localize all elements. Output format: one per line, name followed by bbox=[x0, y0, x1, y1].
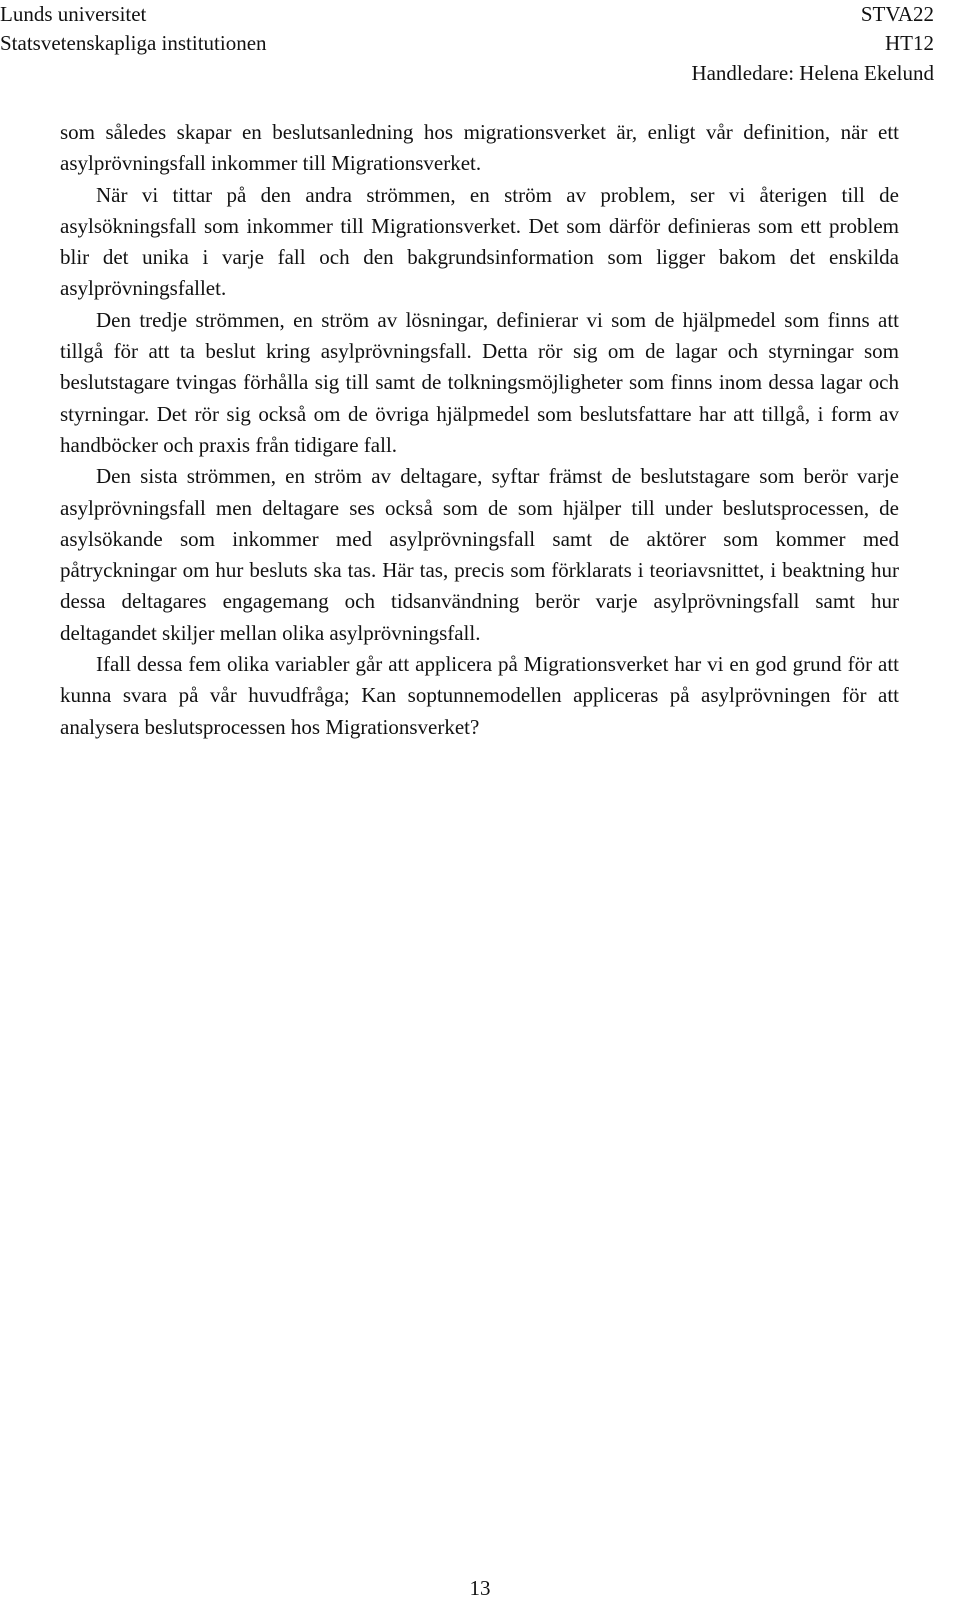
body-text bbox=[60, 117, 899, 743]
paragraph-2: När vi tittar på den andra strömmen, en ström av problem, ser vi återigen till de asylsökningsfall som inkommer till Migrationsverket. Det som därför definieras som ett problem blir det unika i varje fall och den bakgrundsinformation som ligger bakom det enskilda asylprövningsfallet. bbox=[60, 182, 899, 301]
paragraph-3: Den tredje strömmen, en ström av lösningar, definierar vi som de hjälpmedel som finns att tillgå för att ta beslut kring asylprövningsfall. Detta rör sig om de lagar och styrningar som beslutstagare tvingas förhålla sig till samt de tolkningsmöjligheter som finns inom dessa lagar och styrningar. Det rör sig också om de övriga hjälpmedel som beslutsfattare har att tillgå, i form av handböcker och praxis från tidigare fall. bbox=[60, 307, 899, 457]
paragraph-4: Den sista strömmen, en ström av deltagare, syftar främst de beslutstagare som berör varje asylprövningsfall men deltagare ses också som de som hjälper till under beslutsprocessen, de asylsökande som inkommer med asylprövningsfall samt de aktörer som kommer med påtryckningar om hur besluts ska tas. Här tas, precis som förklarats i teoriavsnittet, i beaktning hur dessa deltagares engagemang och tidsanvändning berör varje asylprövningsfall samt hur deltagandet skiljer mellan olika asylprövningsfall. bbox=[60, 464, 899, 645]
department-name: Statsvetenskapliga institutionen bbox=[0, 31, 267, 55]
header-left bbox=[0, 0, 267, 58]
paragraph-5: Ifall dessa fem olika variabler går att applicera på Migrationsverket har vi en god grund för att kunna svara på vår huvudfråga; Kan soptunnemodellen appliceras på asylprövningen för att analysera beslutsprocessen hos Migrationsverket? bbox=[60, 652, 899, 739]
term: HT12 bbox=[885, 31, 934, 55]
paragraph-1: som således skapar en beslutsanledning hos migrationsverket är, enligt vår definition, när ett asylprövningsfall inkommer till Migrationsverket. bbox=[60, 120, 899, 176]
page-number: 13 bbox=[469, 1576, 491, 1600]
course-code: STVA22 bbox=[860, 2, 934, 26]
header-right bbox=[691, 0, 934, 88]
page-header bbox=[0, 0, 960, 100]
supervisor: Handledare: Helena Ekelund bbox=[691, 61, 934, 85]
university-name: Lunds universitet bbox=[0, 2, 147, 26]
